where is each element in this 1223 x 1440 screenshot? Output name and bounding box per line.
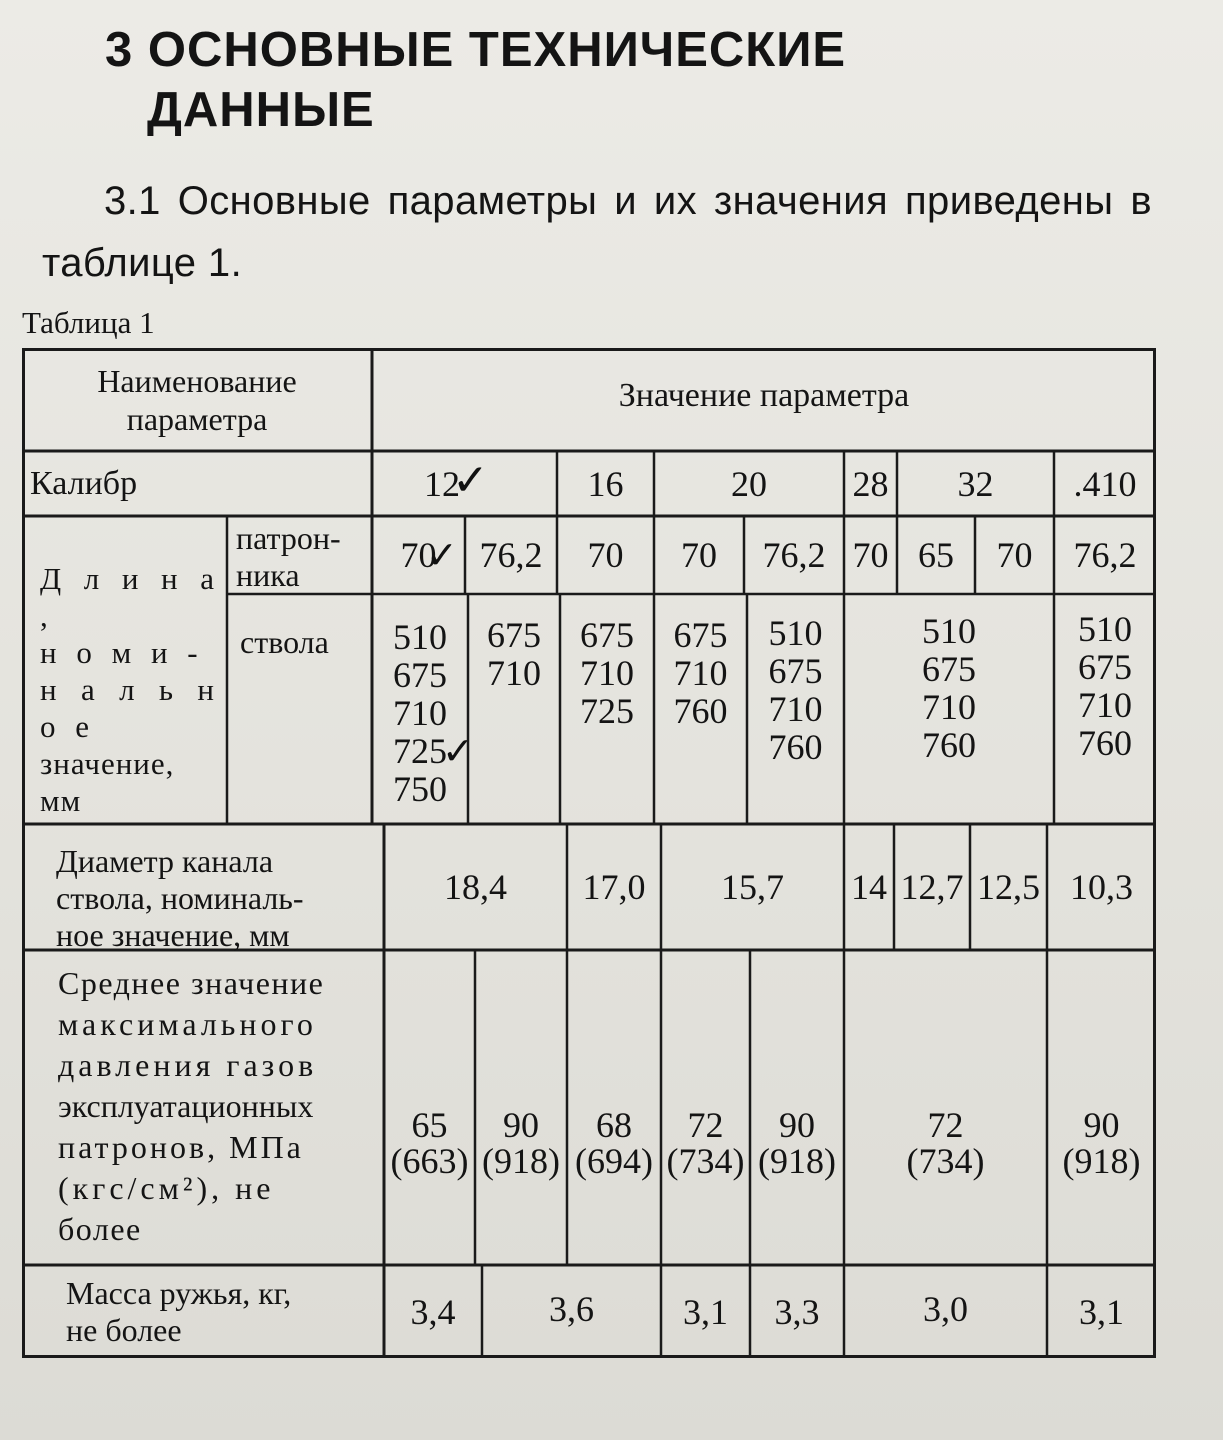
mass-value: 3,1	[683, 1291, 728, 1332]
barrel-value: 725	[580, 691, 634, 731]
bore-value-cell	[1047, 824, 1156, 950]
chamber-label-line: патрон-	[236, 520, 341, 556]
length-label-line: н а л ь н о е	[40, 672, 220, 744]
chamber-value-cell	[557, 516, 654, 594]
pressure-value-cell	[384, 1098, 475, 1188]
pressure-value-cell	[567, 1098, 661, 1188]
mass-value-cell	[750, 1265, 844, 1358]
pressure-label-line: давления газов	[58, 1047, 318, 1083]
barrel-value: 675	[922, 649, 976, 689]
header-value-label: Значение параметра	[618, 377, 910, 414]
chamber-value-cell	[654, 516, 744, 594]
pressure-label-line: патронов, МПа	[58, 1129, 304, 1165]
barrel-value-cell	[468, 616, 560, 692]
mass-value: 3,0	[923, 1289, 968, 1329]
table-caption: Таблица 1	[22, 305, 155, 340]
chamber-value-cell	[744, 516, 844, 594]
bore-value-cell	[567, 824, 661, 950]
bore-value: 10,3	[1070, 867, 1133, 907]
section-heading	[105, 20, 846, 140]
barrel-value: 510	[393, 617, 447, 657]
bore-value-cell	[844, 824, 894, 950]
mass-value-cell	[384, 1265, 482, 1358]
barrel-value-cell	[747, 614, 844, 766]
caliber-value: 12	[424, 463, 460, 504]
bore-label-line: ствола, номиналь-	[56, 880, 304, 916]
barrel-value: 710	[393, 693, 447, 733]
pressure-value: 72 (734)	[666, 1105, 745, 1181]
length-label-line: значение,	[40, 746, 175, 781]
chamber-value-cell	[975, 516, 1054, 594]
parameters-table	[22, 348, 1156, 1358]
chamber-value: 76,2	[762, 535, 826, 575]
pressure-value: 68 (694)	[575, 1105, 653, 1181]
pressure-label-cell	[58, 963, 358, 1250]
caliber-value: 28	[852, 463, 889, 504]
chamber-value: 70	[587, 535, 624, 575]
mass-label-cell	[66, 1275, 366, 1349]
barrel-value: 760	[922, 725, 976, 765]
chamber-label-cell	[236, 520, 366, 594]
chamber-value: 70	[996, 535, 1033, 575]
caliber-value: .410	[1073, 463, 1137, 504]
bore-label-line: ное значение, мм	[56, 917, 290, 953]
bore-label-cell	[56, 843, 376, 954]
caliber-label-cell	[30, 451, 230, 516]
barrel-value: 710	[673, 653, 728, 693]
heading-line-1: 3 ОСНОВНЫЕ ТЕХНИЧЕСКИЕ	[105, 23, 847, 77]
length-label-line: н о м и -	[40, 635, 204, 670]
pressure-value: 72 (734)	[906, 1105, 985, 1181]
pressure-label-line: эксплуатационных	[58, 1088, 314, 1124]
mass-value: 3,4	[410, 1291, 456, 1332]
barrel-label: ствола	[240, 624, 329, 660]
barrel-value: 675	[580, 615, 634, 655]
chamber-value-cell	[1054, 516, 1156, 594]
mass-value-cell	[1047, 1265, 1156, 1358]
mass-value-cell	[661, 1265, 750, 1358]
barrel-value: 675	[768, 651, 823, 691]
barrel-value: 675	[1078, 647, 1132, 687]
barrel-label-cell	[240, 624, 370, 661]
caliber-value-cell	[1054, 451, 1156, 516]
checkmark-icon: ✓	[442, 729, 474, 773]
heading-line-2: ДАННЫЕ	[147, 83, 375, 137]
checkmark-icon: ✓	[426, 533, 458, 577]
mass-value-cell	[482, 1265, 661, 1353]
barrel-value: 710	[922, 687, 976, 727]
barrel-value: 725	[393, 731, 447, 771]
caliber-value-cell	[844, 451, 897, 516]
bore-value: 12,5	[977, 867, 1040, 907]
caliber-value-cell	[654, 451, 844, 516]
mass-label-line: Масса ружья, кг,	[66, 1275, 292, 1311]
barrel-value: 710	[768, 689, 823, 729]
pressure-value: 90 (918)	[758, 1105, 836, 1181]
bore-value: 18,4	[444, 867, 507, 907]
pressure-value-cell	[844, 1098, 1047, 1188]
pressure-value: 65 (663)	[390, 1105, 469, 1181]
barrel-value: 710	[1078, 685, 1132, 725]
caliber-value: 20	[731, 463, 767, 504]
barrel-value: 760	[768, 727, 823, 767]
chamber-value-cell	[465, 516, 557, 594]
header-name-label: Наименование параметра	[97, 362, 297, 437]
bore-value: 17,0	[582, 867, 646, 907]
caliber-value: 16	[587, 463, 624, 504]
pressure-value-cell	[750, 1098, 844, 1188]
caliber-value-cell	[897, 451, 1054, 516]
caliber-value: 32	[957, 463, 994, 504]
barrel-value-cell	[560, 616, 654, 730]
barrel-value: 760	[673, 691, 728, 731]
chamber-value-cell	[897, 516, 975, 594]
checkmark-icon: ✓	[452, 455, 489, 506]
bore-value-cell	[384, 824, 567, 950]
pressure-value: 90 (918)	[1062, 1105, 1141, 1181]
barrel-value-cell	[654, 616, 747, 730]
section-paragraph: 3.1 Основные параметры и их значения приведены в таблице 1.	[42, 179, 1152, 285]
chamber-value: 76,2	[1073, 535, 1137, 575]
barrel-value: 675	[673, 615, 728, 655]
barrel-value: 710	[580, 653, 634, 693]
barrel-value: 750	[393, 769, 447, 809]
length-label-line: Д л и н а ,	[40, 561, 220, 633]
chamber-label-line: ника	[236, 557, 300, 593]
pressure-label-line: (кгс/см²), не	[58, 1170, 275, 1206]
barrel-value: 510	[922, 611, 976, 651]
chamber-value: 70	[400, 535, 437, 575]
barrel-value-cell	[372, 618, 468, 808]
barrel-value: 510	[768, 613, 823, 653]
caliber-label: Калибр	[30, 464, 138, 502]
barrel-value: 675	[487, 615, 541, 655]
mass-value: 3,1	[1079, 1291, 1124, 1332]
chamber-value: 70	[852, 535, 889, 575]
chamber-value-cell	[844, 516, 897, 594]
mass-label-line: не более	[66, 1312, 182, 1348]
mass-value: 3,6	[549, 1289, 594, 1329]
barrel-value-cell	[1054, 610, 1156, 762]
bore-value: 14	[851, 867, 887, 907]
bore-value-cell	[661, 824, 844, 950]
barrel-value: 675	[393, 655, 447, 695]
caliber-value-cell	[557, 451, 654, 516]
pressure-label-line: более	[58, 1211, 142, 1247]
chamber-value: 65	[918, 535, 954, 575]
pressure-label-line: максимального	[58, 1006, 317, 1042]
barrel-value: 760	[1078, 723, 1132, 763]
pressure-value-cell	[1047, 1098, 1156, 1188]
caliber-value-cell	[372, 451, 512, 516]
mass-value: 3,3	[774, 1291, 820, 1332]
chamber-value: 76,2	[479, 535, 543, 575]
pressure-value: 90 (918)	[482, 1105, 560, 1181]
length-label-cell	[40, 560, 220, 819]
barrel-value: 710	[487, 653, 541, 693]
bore-label-line: Диаметр канала	[56, 843, 274, 879]
bore-value-cell	[970, 824, 1047, 950]
pressure-value-cell	[475, 1098, 567, 1188]
header-value-cell	[372, 348, 1156, 444]
mass-value-cell	[844, 1265, 1047, 1353]
barrel-value-cell	[844, 612, 1054, 764]
pressure-label-line: Среднее значение	[58, 965, 325, 1001]
bore-value-cell	[894, 824, 970, 950]
bore-value: 12,7	[900, 867, 964, 907]
header-name-cell	[22, 348, 372, 451]
barrel-value: 510	[1078, 609, 1132, 649]
bore-value: 15,7	[721, 867, 784, 907]
pressure-value-cell	[661, 1098, 750, 1188]
length-label-line: мм	[40, 783, 82, 818]
chamber-value: 70	[681, 535, 717, 575]
